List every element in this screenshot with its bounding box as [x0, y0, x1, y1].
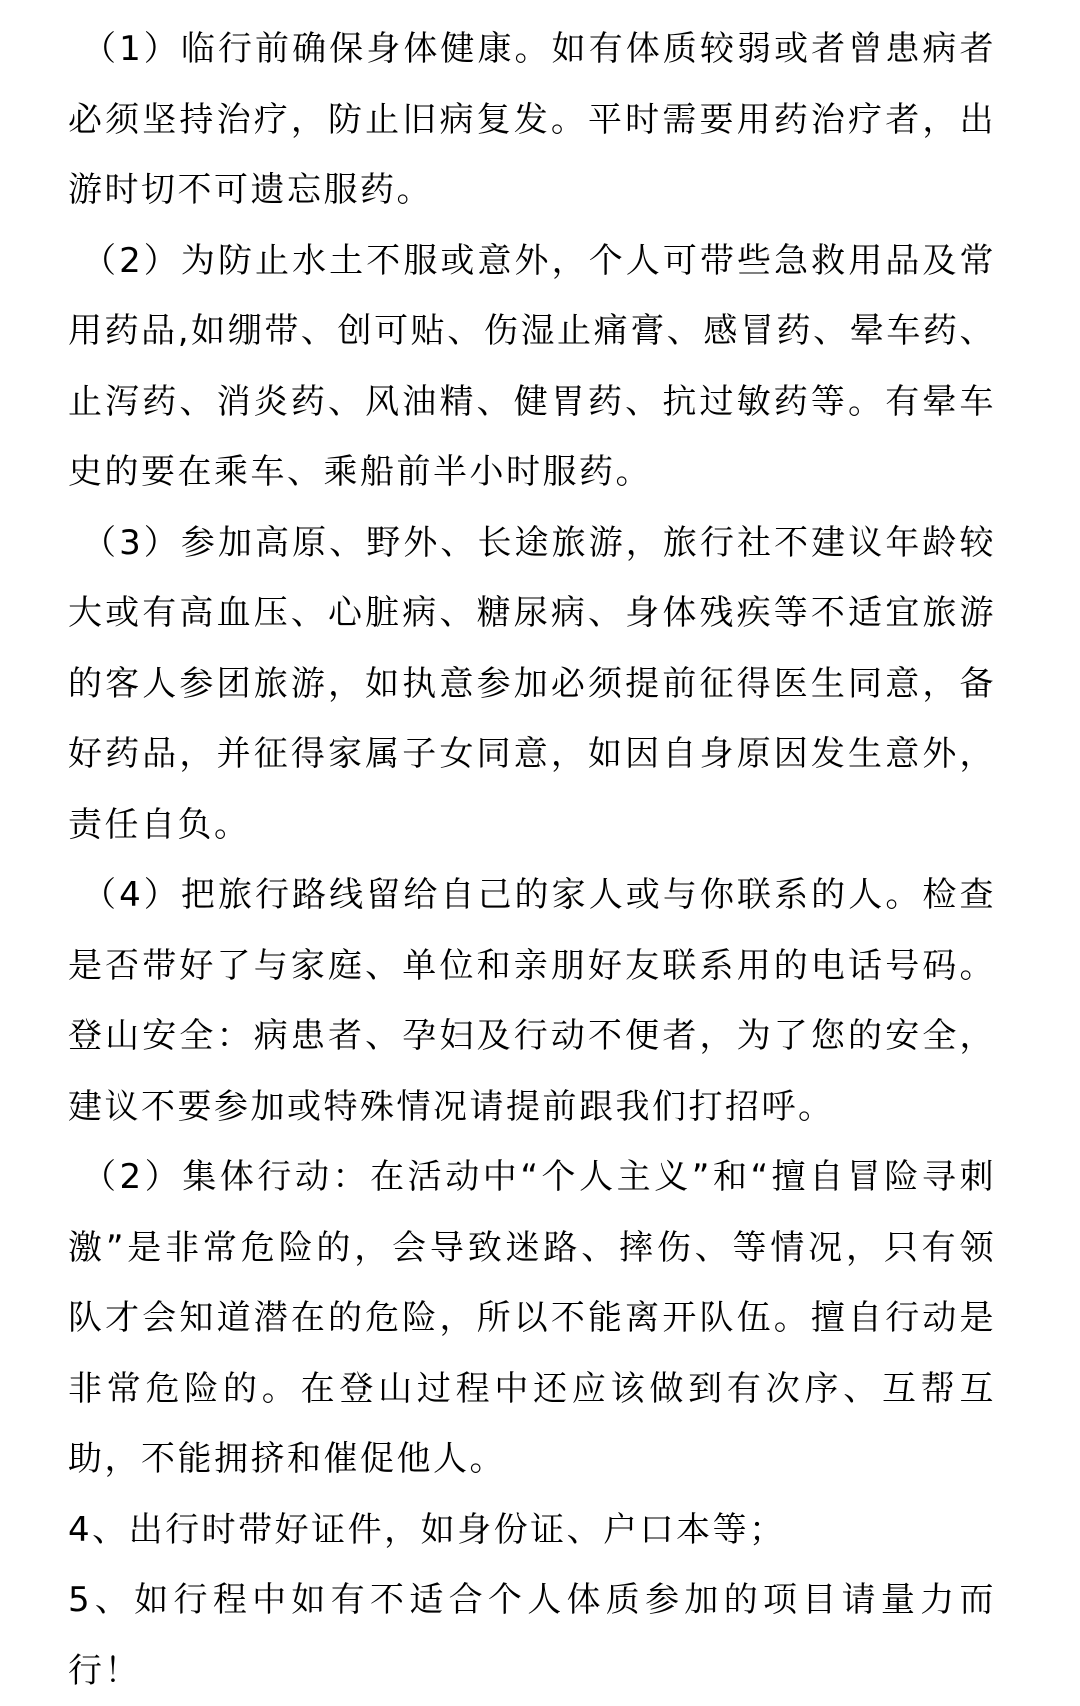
- paragraph-route-safety: （4）把旅行路线留给自己的家人或与你联系的人。检查是否带好了与家庭、单位和亲朋好友联系用的电话号码。登山安全：病患者、孕妇及行动不便者，为了您的安全，建议不要参加或特殊情况请提前跟我们打招呼。: [68, 875, 996, 1127]
- paragraph-capability: 5、如行程中如有不适合个人体质参加的项目请量力而行！: [68, 1580, 996, 1691]
- paragraph-health: （1）临行前确保身体健康。如有体质较弱或者曾患病者必须坚持治疗，防止旧病复发。平时需要用药治疗者，出游时切不可遗忘服药。: [68, 29, 996, 210]
- paragraph-group-action: （2）集体行动：在活动中“个人主义”和“擅自冒险寻刺激”是非常危险的，会导致迷路、摔伤、等情况，只有领队才会知道潜在的危险，所以不能离开队伍。擅自行动是非常危险的。在登山过程中还应该做到有次序、互帮互助，不能拥挤和催促他人。: [68, 1157, 996, 1479]
- paragraph-documents: 4、出行时带好证件，如身份证、户口本等；: [68, 1509, 786, 1550]
- paragraph-medicine: （2）为防止水土不服或意外，个人可带些急救用品及常用药品,如绷带、创可贴、伤湿止痛膏、感冒药、晕车药、止泻药、消炎药、风油精、健胃药、抗过敏药等。有晕车史的要在乘车、乘船前半小时服药。: [68, 240, 996, 492]
- paragraph-plateau-travel: （3）参加高原、野外、长途旅游，旅行社不建议年龄较大或有高血压、心脏病、糖尿病、身体残疾等不适宜旅游的客人参团旅游，如执意参加必须提前征得医生同意，备好药品，并征得家属子女同意，如因自身原因发生意外，责任自负。: [68, 522, 996, 845]
